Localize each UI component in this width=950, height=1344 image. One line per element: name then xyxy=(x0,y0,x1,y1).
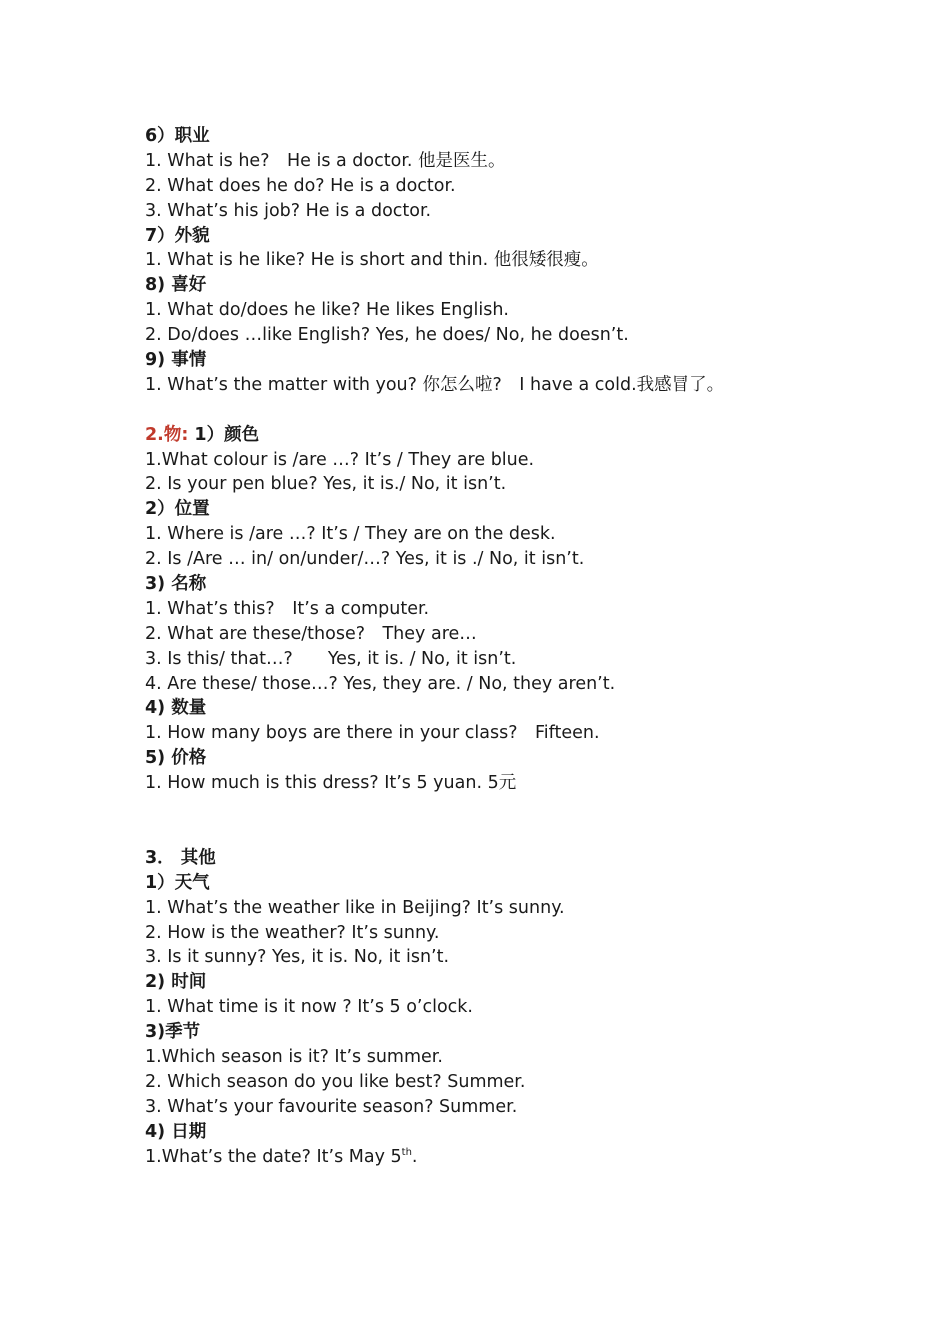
date-period: . xyxy=(411,1146,418,1167)
spacer xyxy=(145,398,905,423)
spacer xyxy=(145,796,905,846)
heading-colour: 1）颜色 xyxy=(194,424,260,445)
heading-occupation: 6）职业 xyxy=(145,126,210,146)
heading-matter: 9) 事情 xyxy=(145,350,207,371)
text-line: 1.Which season is it? It’s summer. xyxy=(145,1046,443,1067)
text-line: 1. What’s the matter with you? 你怎么啦? I have a cold.我感冒了。 xyxy=(145,374,725,395)
section-label: 2.物: xyxy=(145,424,189,445)
text-line: 2. What does he do? He is a doctor. xyxy=(145,175,456,196)
heading-weather: 1）天气 xyxy=(145,872,210,893)
heading-hobby: 8) 喜好 xyxy=(145,275,207,296)
text-line: 1. What is he? He is a doctor. 他是医生。 xyxy=(145,150,506,171)
text-line: 4. Are these/ those…? Yes, they are. / No, they aren’t. xyxy=(145,673,616,694)
heading-appearance: 7）外貌 xyxy=(145,225,210,246)
heading-date: 4) 日期 xyxy=(145,1121,207,1142)
text-line: 1. What’s the weather like in Beijing? It’s sunny. xyxy=(145,897,565,918)
text-line: 2. What are these/those? They are… xyxy=(145,623,477,644)
text-line: 1. How many boys are there in your class? Fifteen. xyxy=(145,723,600,744)
text-line: 3. Is it sunny? Yes, it is. No, it isn’t. xyxy=(145,947,450,968)
text-line: 1. What time is it now ? It’s 5 o’clock. xyxy=(145,997,473,1018)
text-line: 3. Is this/ that…? Yes, it is. / No, it isn’t. xyxy=(145,648,517,669)
text-line: 2. How is the weather? It’s sunny. xyxy=(145,922,440,943)
date-text: 1.What’s the date? It’s May 5 xyxy=(145,1146,402,1167)
text-line: 1. Where is /are …? It’s / They are on the desk. xyxy=(145,524,556,545)
heading-position: 2）位置 xyxy=(145,499,210,520)
text-line-date xyxy=(145,1145,905,1170)
text-line: 1. How much is this dress? It’s 5 yuan. 5元 xyxy=(145,773,517,794)
heading-price: 5) 价格 xyxy=(145,748,207,769)
text-line: 1.What colour is /are …? It’s / They are blue. xyxy=(145,449,535,470)
text-line: 2. Is /Are … in/ on/under/…? Yes, it is ./ No, it isn’t. xyxy=(145,549,585,570)
text-line: 1. What do/does he like? He likes English. xyxy=(145,300,509,321)
document-page xyxy=(145,124,905,1169)
text-line: 2. Do/does …like English? Yes, he does/ No, he doesn’t. xyxy=(145,325,629,346)
heading-season: 3)季节 xyxy=(145,1022,201,1043)
text-line: 2. Is your pen blue? Yes, it is./ No, it isn’t. xyxy=(145,474,507,495)
heading-name: 3) 名称 xyxy=(145,574,207,595)
text-line: 3. What’s his job? He is a doctor. xyxy=(145,200,432,221)
heading-time: 2) 时间 xyxy=(145,972,207,993)
text-line: 1. What is he like? He is short and thin. 他很矮很瘦。 xyxy=(145,250,599,271)
section-things-heading xyxy=(145,423,905,448)
text-line: 2. Which season do you like best? Summer. xyxy=(145,1071,526,1092)
text-line: 1. What’s this? It’s a computer. xyxy=(145,598,430,619)
section-others-heading: 3． 其他 xyxy=(145,847,216,868)
heading-quantity: 4) 数量 xyxy=(145,698,207,719)
text-line: 3. What’s your favourite season? Summer. xyxy=(145,1096,518,1117)
date-ordinal-suffix: th xyxy=(401,1146,412,1158)
